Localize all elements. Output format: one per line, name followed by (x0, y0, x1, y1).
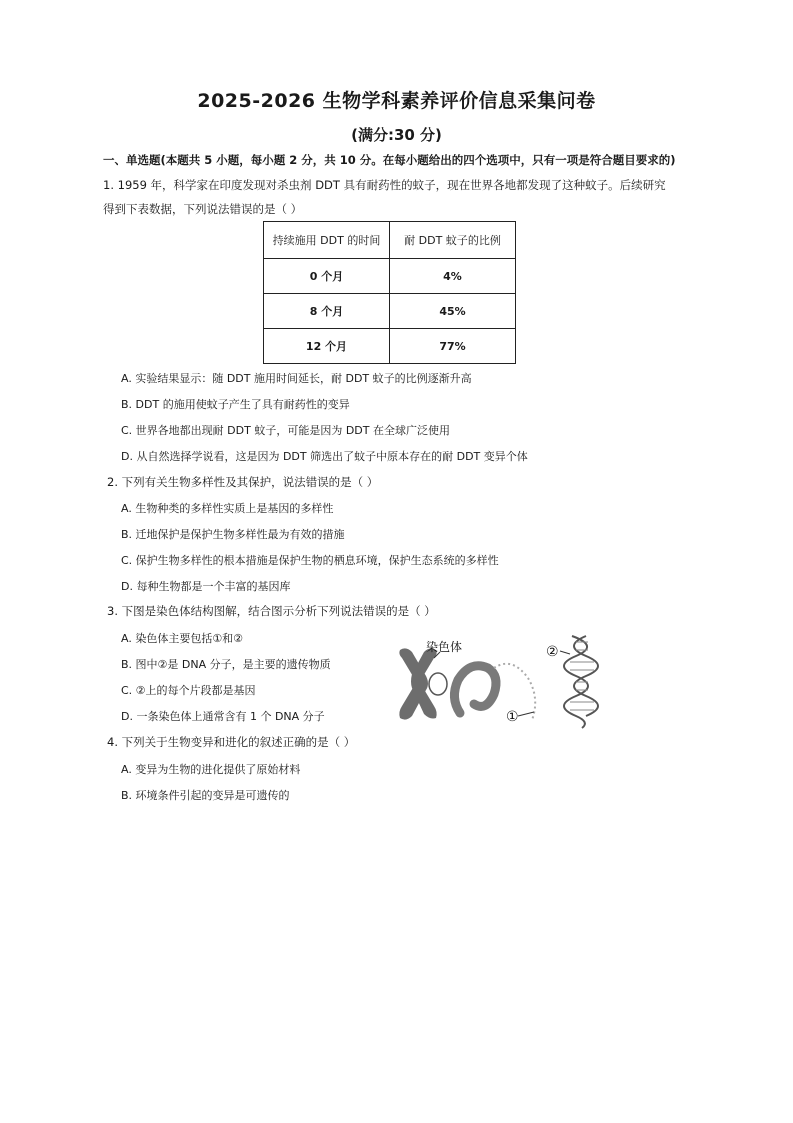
label-2: ② (546, 644, 559, 660)
q3-option-b: B. 图中②是 DNA 分子，是主要的遗传物质 (121, 658, 331, 671)
q1-stem-line1: 1. 1959 年，科学家在印度发现对杀虫剂 DDT 具有耐药性的蚊子，现在世界各地都发现了这种蚊子。后续研究 (103, 178, 666, 192)
q1-option-c: C. 世界各地都出现耐 DDT 蚊子，可能是因为 DDT 在全球广泛使用 (121, 424, 450, 437)
table-cell: 8 个月 (264, 294, 390, 329)
q4-option-b: B. 环境条件引起的变异是可遗传的 (121, 789, 290, 802)
label-chromosome: 染色体 (426, 640, 463, 654)
section-heading: 一、单选题(本题共 5 小题，每小题 2 分，共 10 分。在每小题给出的四个选项中，只有一项是符合题目要求的) (103, 153, 676, 167)
nucleus-shape (429, 673, 447, 695)
table-cell: 45% (390, 294, 516, 329)
table-header-row (264, 222, 516, 259)
q2-option-d: D. 每种生物都是一个丰富的基因库 (121, 580, 291, 593)
q3-stem: 3. 下图是染色体结构图解，结合图示分析下列说法错误的是（ ） (107, 604, 436, 618)
page-title: 2025-2026 生物学科素养评价信息采集问卷 (197, 90, 596, 112)
q1-option-b: B. DDT 的施用使蚊子产生了具有耐药性的变异 (121, 398, 350, 411)
table-row (264, 294, 516, 329)
q3-option-a: A. 染色体主要包括①和② (121, 632, 244, 645)
table-header-cell: 耐 DDT 蚊子的比例 (390, 222, 516, 259)
table-header-cell: 持续施用 DDT 的时间 (264, 222, 390, 259)
table-row (264, 329, 516, 364)
coiled-fiber (454, 666, 496, 713)
table-cell: 0 个月 (264, 259, 390, 294)
q3-option-d: D. 一条染色体上通常含有 1 个 DNA 分子 (121, 710, 325, 723)
ddt-data-table (263, 221, 516, 364)
table-cell: 4% (390, 259, 516, 294)
table-row (264, 259, 516, 294)
table-cell: 12 个月 (264, 329, 390, 364)
q1-stem-line2: 得到下表数据，下列说法错误的是（ ） (103, 202, 303, 216)
q1-option-a: A. 实验结果显示：随 DDT 施用时间延长，耐 DDT 蚊子的比例逐渐升高 (121, 372, 472, 385)
table-cell: 77% (390, 329, 516, 364)
label-1: ① (506, 709, 519, 725)
q1-option-d: D. 从自然选择学说看，这是因为 DDT 筛选出了蚊子中原本存在的耐 DDT 变异个体 (121, 450, 528, 463)
q4-option-a: A. 变异为生物的进化提供了原始材料 (121, 763, 301, 776)
q2-option-a: A. 生物种类的多样性实质上是基因的多样性 (121, 502, 334, 515)
score-subtitle: (满分:30 分) (351, 126, 442, 144)
q3-option-c: C. ②上的每个片段都是基因 (121, 684, 256, 697)
q2-option-b: B. 迁地保护是保护生物多样性最为有效的措施 (121, 528, 345, 541)
q2-stem: 2. 下列有关生物多样性及其保护，说法错误的是（ ） (107, 475, 379, 489)
q4-stem: 4. 下列关于生物变异和进化的叙述正确的是（ ） (107, 735, 356, 749)
chromosome-figure (390, 628, 620, 733)
q2-option-c: C. 保护生物多样性的根本措施是保护生物的栖息环境，保护生态系统的多样性 (121, 554, 499, 567)
